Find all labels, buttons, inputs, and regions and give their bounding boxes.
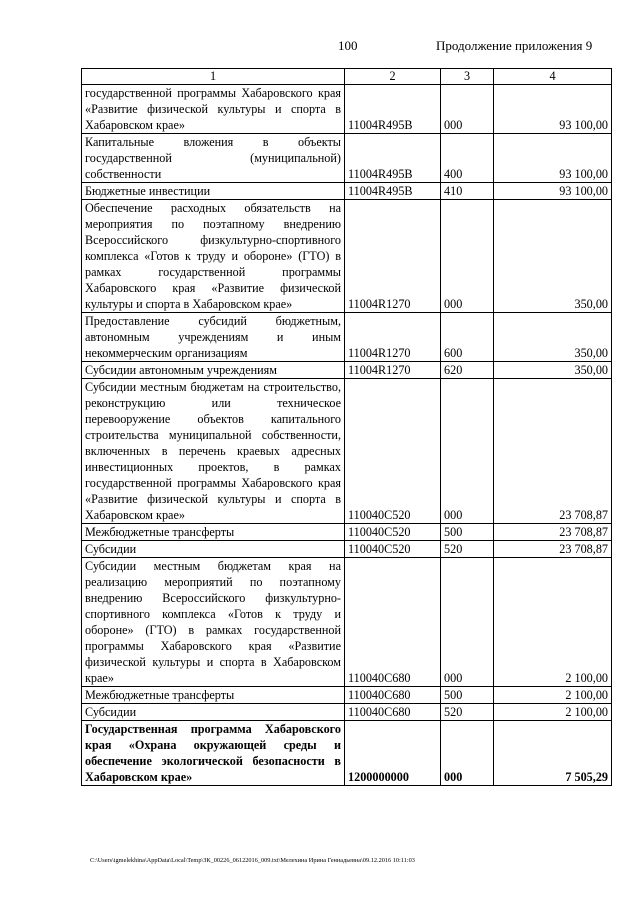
expense-type-code: 400 [441, 134, 494, 183]
table-row [82, 687, 612, 704]
row-description: Субсидии местным бюджетам на строительство, реконструкцию или техническое перевооружение объектов капитального строительства муниципальной собственности, включенных в перечень краевых адресных инвестиционных проектов, в рамках государственной программы Хабаровского края «Развитие физической культуры и спорта в Хабаровском крае» [82, 379, 345, 524]
row-description: Обеспечение расходных обязательств на мероприятия по поэтапному внедрению Всероссийского физкультурно-спортивного комплекса «Готов к труду и обороне» (ГТО) в рамках государственной программы Хабаровского края «Развитие физической культуры и спорта в Хабаровском крае» [82, 200, 345, 313]
table-row [82, 85, 612, 134]
budget-table [81, 68, 612, 786]
table-row [82, 558, 612, 687]
amount: 2 100,00 [494, 558, 612, 687]
row-description: Субсидии [82, 541, 345, 558]
column-header-2: 2 [345, 69, 441, 85]
row-description: Субсидии [82, 704, 345, 721]
amount: 23 708,87 [494, 379, 612, 524]
target-article-code: 11004R495B [345, 134, 441, 183]
expense-type-code: 520 [441, 704, 494, 721]
expense-type-code: 620 [441, 362, 494, 379]
table-row [82, 541, 612, 558]
expense-type-code: 000 [441, 721, 494, 786]
target-article-code: 1200000000 [345, 721, 441, 786]
target-article-code: 110040С520 [345, 379, 441, 524]
expense-type-code: 600 [441, 313, 494, 362]
table-row [82, 379, 612, 524]
table-row [82, 134, 612, 183]
amount: 93 100,00 [494, 85, 612, 134]
expense-type-code: 000 [441, 558, 494, 687]
row-description: Бюджетные инвестиции [82, 183, 345, 200]
row-description: Субсидии местным бюджетам края на реализацию мероприятий по поэтапному внедрению Всероссийского физкультурно-спортивного комплекса «Готов к труду и обороне» (ГТО) в рамках государственной программы Хабаровского края «Развитие физической культуры и спорта в Хабаровском крае» [82, 558, 345, 687]
amount: 2 100,00 [494, 704, 612, 721]
target-article-code: 11004R1270 [345, 313, 441, 362]
table-row [82, 524, 612, 541]
row-description: Капитальные вложения в объекты государственной (муниципальной) собственности [82, 134, 345, 183]
target-article-code: 110040С680 [345, 558, 441, 687]
column-numbers-row [82, 69, 612, 85]
target-article-code: 110040С680 [345, 704, 441, 721]
table-row [82, 362, 612, 379]
row-description: Предоставление субсидий бюджетным, автономным учреждениям и иным некоммерческим организациям [82, 313, 345, 362]
expense-type-code: 520 [441, 541, 494, 558]
amount: 350,00 [494, 200, 612, 313]
amount: 23 708,87 [494, 524, 612, 541]
expense-type-code: 500 [441, 524, 494, 541]
target-article-code: 110040С520 [345, 524, 441, 541]
column-header-4: 4 [494, 69, 612, 85]
table-row [82, 313, 612, 362]
file-path-footer: C:\Users\igmelekhina\AppData\Local\Temp\ЗК_00226_06122016_009.txt\Мелехина Ирина Геннадьевна\09.12.2016 10:11:03 [90, 857, 415, 864]
expense-type-code: 500 [441, 687, 494, 704]
expense-type-code: 410 [441, 183, 494, 200]
amount: 7 505,29 [494, 721, 612, 786]
row-description: Государственная программа Хабаровского края «Охрана окружающей среды и обеспечение экологической безопасности в Хабаровском крае» [82, 721, 345, 786]
appendix-continuation-label: Продолжение приложения 9 [436, 38, 593, 53]
amount: 93 100,00 [494, 134, 612, 183]
column-header-3: 3 [441, 69, 494, 85]
row-description: Межбюджетные трансферты [82, 687, 345, 704]
page-number: 100 [338, 38, 358, 53]
amount: 350,00 [494, 362, 612, 379]
row-description: Субсидии автономным учреждениям [82, 362, 345, 379]
column-header-1: 1 [82, 69, 345, 85]
amount: 23 708,87 [494, 541, 612, 558]
target-article-code: 11004R1270 [345, 362, 441, 379]
table-row [82, 183, 612, 200]
target-article-code: 110040С520 [345, 541, 441, 558]
expense-type-code: 000 [441, 379, 494, 524]
table-row [82, 200, 612, 313]
target-article-code: 110040С680 [345, 687, 441, 704]
expense-type-code: 000 [441, 85, 494, 134]
target-article-code: 11004R495B [345, 85, 441, 134]
row-description: Межбюджетные трансферты [82, 524, 345, 541]
expense-type-code: 000 [441, 200, 494, 313]
page-header [0, 38, 640, 56]
program-total-row [82, 721, 612, 786]
amount: 2 100,00 [494, 687, 612, 704]
amount: 350,00 [494, 313, 612, 362]
target-article-code: 11004R1270 [345, 200, 441, 313]
amount: 93 100,00 [494, 183, 612, 200]
row-description: государственной программы Хабаровского края «Развитие физической культуры и спорта в Хабаровском крае» [82, 85, 345, 134]
table-row [82, 704, 612, 721]
target-article-code: 11004R495B [345, 183, 441, 200]
